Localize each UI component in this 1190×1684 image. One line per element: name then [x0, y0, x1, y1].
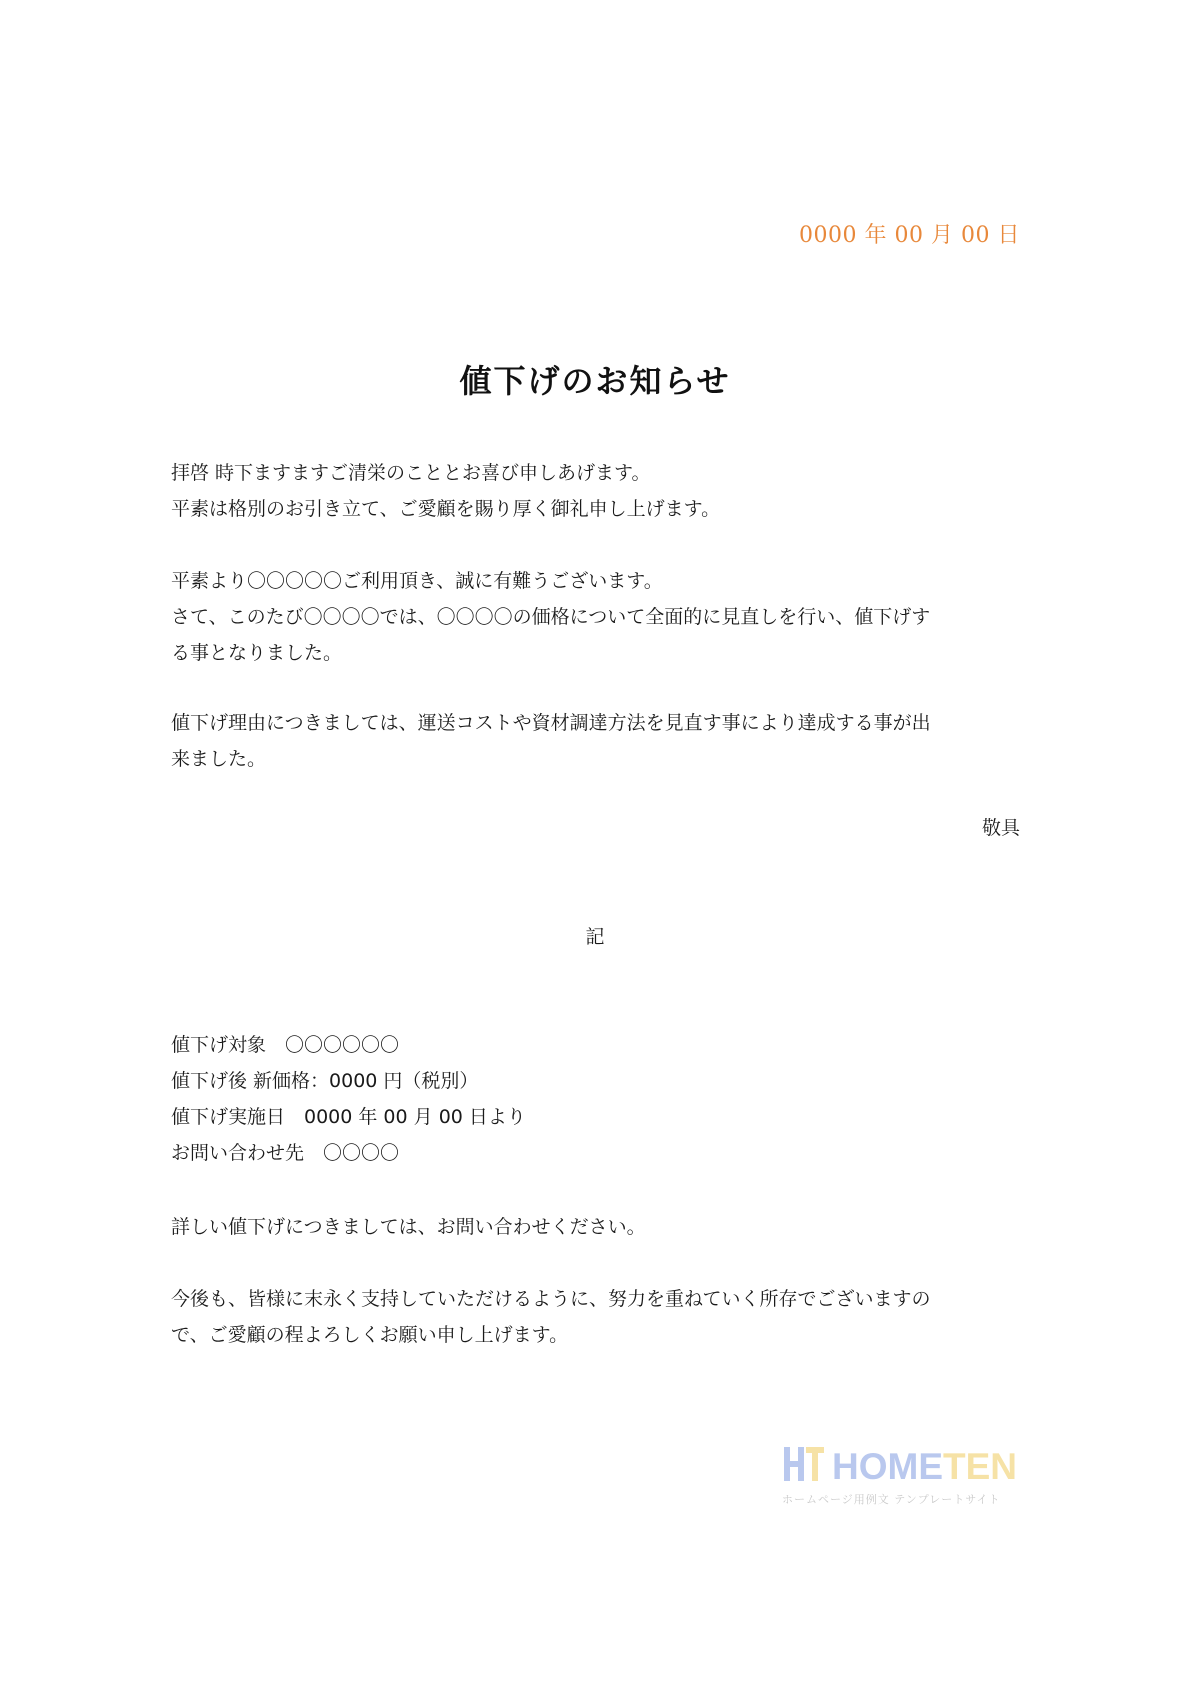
text-line: で、ご愛顧の程よろしくお願い申し上げます。 [171, 1324, 569, 1346]
text-line: 平素より〇〇〇〇〇ご利用頂き、誠に有難うございます。 [171, 570, 663, 592]
text-line: 拝啓 時下ますますご清栄のこととお喜び申しあげます。 [171, 462, 651, 484]
text-line: 平素は格別のお引き立て、ご愛顧を賜り厚く御礼申し上げます。 [171, 498, 721, 520]
logo-wordmark [832, 1445, 1017, 1489]
inquiry-paragraph [171, 1209, 1021, 1245]
text-line: 来ました。 [171, 748, 267, 770]
hometen-logo [782, 1445, 1017, 1506]
text-line: 値下げ理由につきましては、運送コストや資材調達方法を見直す事により達成する事が出 [171, 712, 931, 734]
details-list [171, 1027, 526, 1171]
document-date: 0000 年 00 月 00 日 [799, 223, 1020, 248]
ki-marker: 記 [585, 926, 605, 948]
document-title: 値下げのお知らせ [459, 362, 731, 400]
logo-subtitle: ホームページ用例文 テンプレートサイト [782, 1493, 1001, 1506]
text-line: 詳しい値下げにつきましては、お問い合わせください。 [171, 1216, 646, 1238]
announcement-paragraph [171, 563, 1021, 671]
text-line: る事となりました。 [171, 642, 343, 664]
ending-paragraph [171, 1281, 1021, 1353]
detail-item: 値下げ実施日 0000 年 00 月 00 日より [171, 1106, 526, 1128]
logo-word-home: HOME [832, 1446, 943, 1487]
logo-word-ten: TEN [943, 1446, 1017, 1487]
greeting-paragraph [171, 455, 1021, 527]
text-line: 今後も、皆様に末永く支持していただけるように、努力を重ねていく所存でございますの [171, 1288, 931, 1310]
hometen-mark-icon [782, 1445, 826, 1485]
closing-keigu: 敬具 [981, 817, 1020, 839]
reason-paragraph [171, 705, 1021, 777]
detail-item: お問い合わせ先 〇〇〇〇 [171, 1142, 400, 1164]
detail-item: 値下げ対象 〇〇〇〇〇〇 [171, 1034, 400, 1056]
detail-item: 値下げ後 新価格：0000 円（税別） [171, 1070, 479, 1092]
text-line: さて、このたび〇〇〇〇では、〇〇〇〇の価格について全面的に見直しを行い、値下げす [171, 606, 931, 628]
